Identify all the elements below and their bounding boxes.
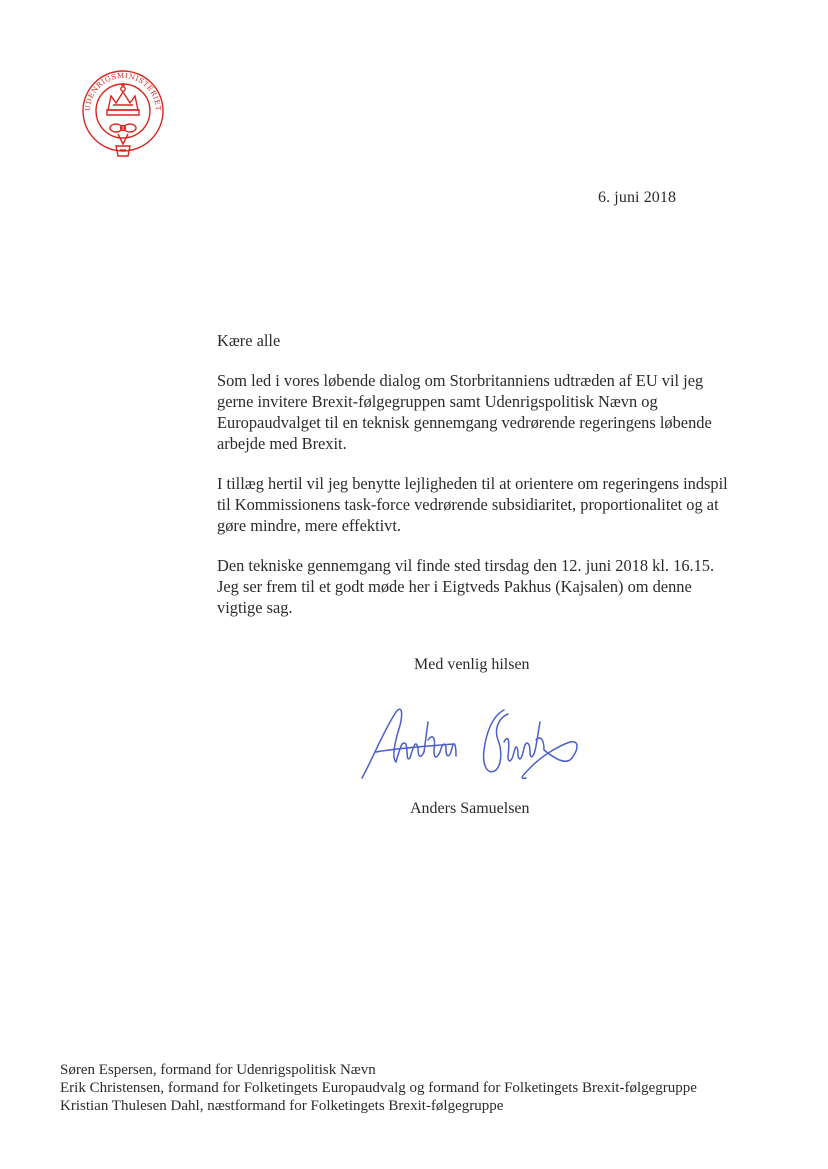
svg-text:UDENRIGSMINISTERIET: UDENRIGSMINISTERIET <box>83 71 163 112</box>
letter-paragraph: Den tekniske gennemgang vil finde sted tirsdag den 12. juni 2018 kl. 16.15. Jeg ser frem til et godt møde her i Eigtveds Pakhus (Kajsalen) om denne vigtige sag. <box>217 556 715 617</box>
recipient-line: Erik Christensen, formand for Folketingets Europaudvalg og formand for Folketingets Brexit-følgegruppe <box>60 1080 697 1096</box>
letter-date: 6. juni 2018 <box>598 189 677 206</box>
letter-paragraph: Som led i vores løbende dialog om Storbritanniens udtræden af EU vil jeg gerne invitere Brexit-følgegruppen samt Udenrigspolitisk Nævn og Europaudvalget til en teknisk gennemgang vedrørende regeringens løbende arbejde med Brexit. <box>217 371 712 453</box>
handwritten-signature <box>358 700 588 785</box>
letter-greeting: Kære alle <box>217 331 281 350</box>
ministry-seal-icon <box>80 68 166 164</box>
letter-paragraph: I tillæg hertil vil jeg benytte lejligheden til at orientere om regeringens indspil til Kommissionens task-force vedrørende subsidiaritet, proportionalitet og at gøre mindre, mere effektivt. <box>217 474 728 535</box>
recipient-line: Søren Espersen, formand for Udenrigspolitisk Nævn <box>60 1062 376 1078</box>
recipient-list <box>60 1061 697 1115</box>
recipient-line: Kristian Thulesen Dahl, næstformand for Folketingets Brexit-følgegruppe <box>60 1098 504 1114</box>
letter-body <box>217 330 737 637</box>
letter-closing: Med venlig hilsen <box>414 656 530 673</box>
signer-name: Anders Samuelsen <box>410 800 530 817</box>
